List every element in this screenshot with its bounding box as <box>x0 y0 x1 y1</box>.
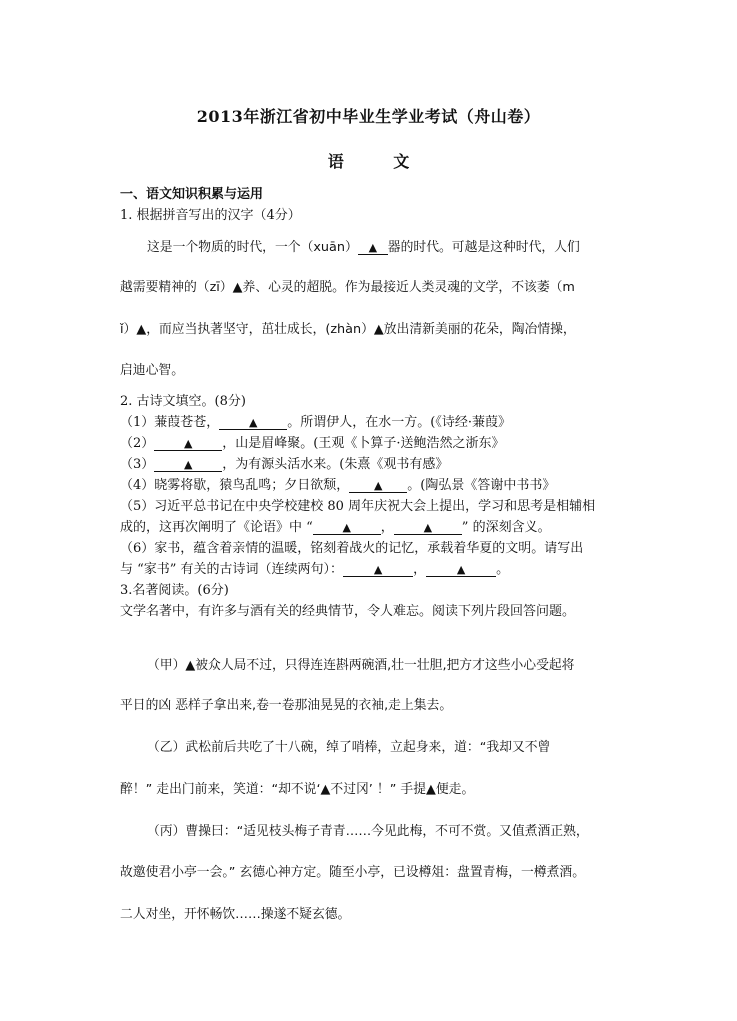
answer-blank[interactable] <box>154 458 222 472</box>
subject-title: 语 文 <box>327 152 410 171</box>
triangle-marker-icon: ▲ <box>184 458 193 471</box>
q3-excerpt-line-6: 故邀使君小亭一会。” 玄德心神方定。随至小亭，已设樽俎：盘置青梅，一樽煮酒。 <box>120 865 585 880</box>
q3-heading: 3.名著阅读。(6分) <box>120 583 229 598</box>
q1-paragraph-line-2: 越需要精神的（zī）▲养、心灵的超脱。作为最接近人类灵魂的文学，不该萎（m <box>120 280 575 295</box>
q1-paragraph-line-1 <box>147 236 580 255</box>
q2-item-6-cont <box>120 558 509 577</box>
answer-blank[interactable] <box>154 437 222 451</box>
q2-item-1-tail: 。所谓伊人，在水一方。(《诗经·蒹葭》 <box>287 415 511 430</box>
q3-excerpt-line-2: 平日的凶 恶样子拿出来,卷一卷那油晃晃的衣袖,走上集去。 <box>120 698 453 713</box>
answer-blank[interactable] <box>349 479 407 493</box>
q1-paragraph-line-3: ǐ）▲，而应当执著坚守，茁壮成长，(zhàn）▲放出清新美丽的花朵，陶冶情操， <box>120 322 576 337</box>
exam-title: 2013年浙江省初中毕业生学业考试（舟山卷） <box>196 107 541 126</box>
q1-line-1-tail: 器的时代。可越是这种时代，人们 <box>387 240 580 255</box>
triangle-marker-icon: ▲ <box>184 437 193 450</box>
q2-item-6: （6）家书，蕴含着亲情的温暖，铭刻着战火的记忆，承载着华夏的文明。请写出 <box>120 541 584 556</box>
q1-line-1-text: 这是一个物质的时代，一个（xuān） <box>147 240 358 255</box>
q2-item-4 <box>120 474 555 493</box>
q2-item-2-tail: ，山是眉峰聚。(王观《卜算子·送鲍浩然之浙东》 <box>222 436 505 451</box>
q3-excerpt-line-3: （乙）武松前后共吃了十八碗，绰了哨棒，立起身来，道：“我却又不曾 <box>147 740 551 755</box>
q2-item-6-cont-text: 与 “家书” 有关的古诗词（连续两句）： <box>120 562 344 577</box>
q2-item-6-tail: 。 <box>496 562 510 577</box>
triangle-marker-icon: ▲ <box>373 563 383 576</box>
q2-item-2-text: （2） <box>120 436 155 451</box>
q1-heading: 1. 根据拼音写出的汉字（4分） <box>120 208 301 223</box>
triangle-marker-icon: ▲ <box>374 479 383 492</box>
q2-item-5-cont-text: 成的，这再次阐明了《论语》中 “ <box>120 520 313 535</box>
triangle-marker-icon: ▲ <box>423 521 433 534</box>
q2-item-3-text: （3） <box>120 457 155 472</box>
q2-item-3 <box>120 453 448 472</box>
q2-heading: 2. 古诗文填空。(8分) <box>120 394 246 409</box>
answer-blank[interactable] <box>219 416 287 430</box>
q2-item-1-text: （1）蒹葭苍苍， <box>120 415 220 430</box>
q3-intro: 文学名著中，有许多与酒有关的经典情节，令人难忘。阅读下列片段回答问题。 <box>120 604 576 619</box>
q2-item-5-cont <box>120 516 551 535</box>
q3-excerpt-line-5: （丙）曹操曰：“适见枝头梅子青青……今见此梅，不可不赏。又值煮酒正熟， <box>147 824 589 839</box>
q2-item-4-tail: 。(陶弘景《答谢中书书》 <box>407 478 556 493</box>
q2-item-6-sep: ， <box>413 562 427 577</box>
triangle-marker-icon: ▲ <box>456 563 466 576</box>
answer-blank[interactable] <box>358 241 388 255</box>
q2-item-5: （5）习近平总书记在中央学校建校 80 周年庆祝大会上提出，学习和思考是相辅相 <box>120 499 596 514</box>
q1-paragraph-line-4: 启迪心智。 <box>120 363 184 378</box>
answer-blank[interactable] <box>394 521 462 535</box>
answer-blank[interactable] <box>313 521 381 535</box>
triangle-marker-icon: ▲ <box>368 241 378 254</box>
answer-blank[interactable] <box>426 563 496 577</box>
q3-excerpt-line-7: 二人对坐，开怀畅饮……操遂不疑玄德。 <box>120 907 351 922</box>
q2-item-5-sep: ， <box>380 520 394 535</box>
section-heading: 一、语文知识积累与运用 <box>120 187 264 202</box>
q2-item-1 <box>120 411 511 430</box>
triangle-marker-icon: ▲ <box>249 416 258 429</box>
answer-blank[interactable] <box>343 563 413 577</box>
q3-excerpt-line-1: （甲）▲被众人局不过，只得连连斟两碗酒,壮一壮胆,把方才这些小心受起将 <box>147 658 575 673</box>
q3-excerpt-line-4: 醉！” 走出门前来，笑道：“却不说‘▲不过冈’ ！” 手提▲便走。 <box>120 782 475 797</box>
q2-item-3-tail: ，为有源头活水来。(朱熹《观书有感》 <box>222 457 449 472</box>
triangle-marker-icon: ▲ <box>342 521 352 534</box>
q2-item-5-tail: ” 的深刻含义。 <box>461 520 551 535</box>
q2-item-4-text: （4）晓雾将歇，猿鸟乱鸣；夕日欲颓， <box>120 478 350 493</box>
q2-item-2 <box>120 432 505 451</box>
